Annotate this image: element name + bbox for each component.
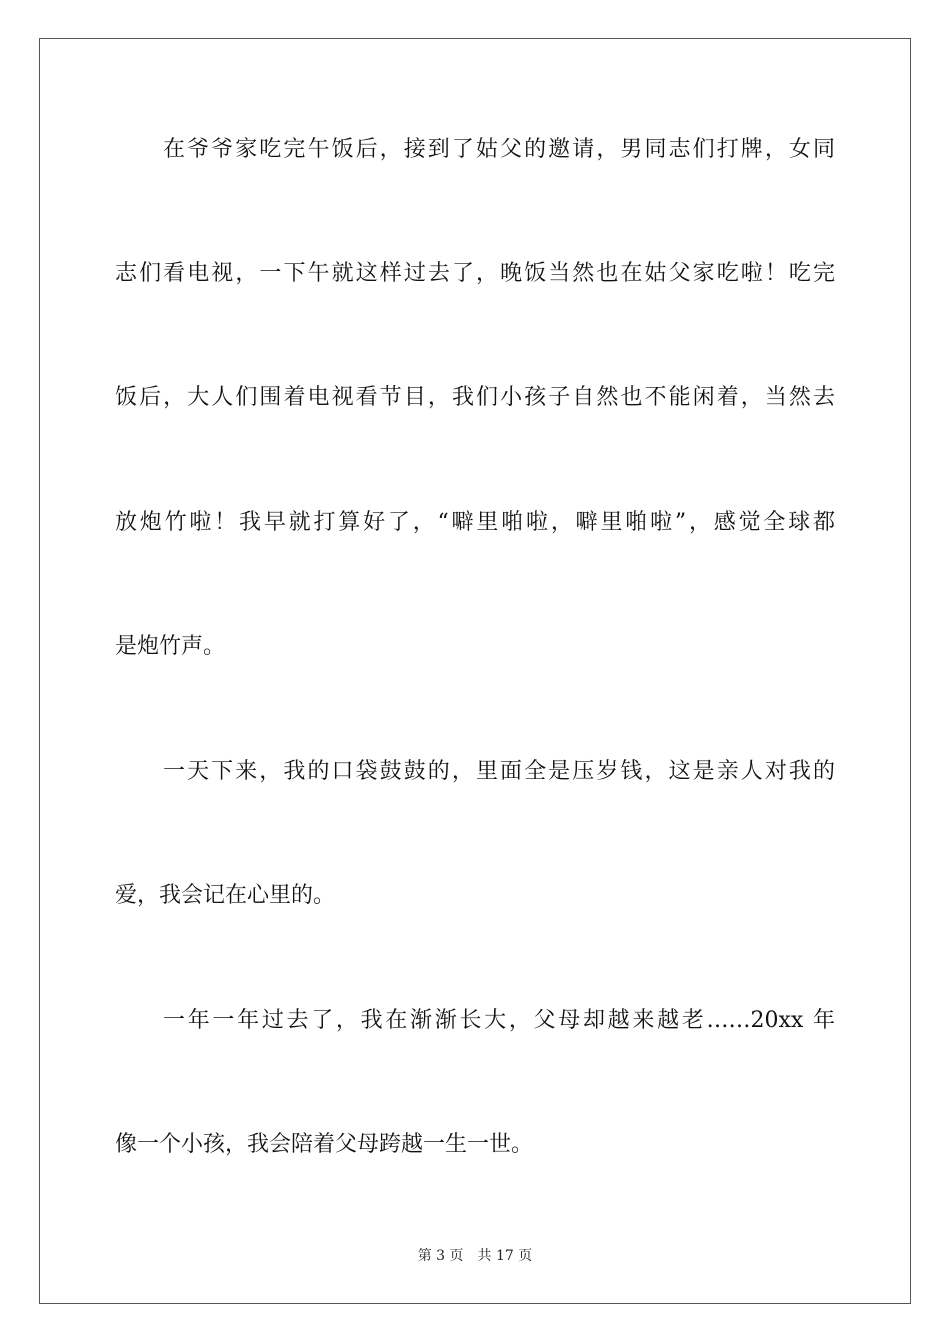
text-line: 放炮竹啦！我早就打算好了，“噼里啪啦，噼里啪啦”，感觉全球都 <box>115 510 835 535</box>
text-line: 像一个小孩，我会陪着父母跨越一生一世。 <box>115 1132 534 1157</box>
text-line: 在爷爷家吃完午饭后，接到了姑父的邀请，男同志们打牌，女同 <box>163 137 835 162</box>
page-total: 共 17 页 <box>477 1248 533 1264</box>
page-number: 第 3 页 <box>417 1248 464 1264</box>
text-line: 志们看电视，一下午就这样过去了，晚饭当然也在姑父家吃啦！吃完 <box>115 261 835 286</box>
text-line: 一天下来，我的口袋鼓鼓的，里面全是压岁钱，这是亲人对我的 <box>163 759 835 784</box>
text-line: 爱，我会记在心里的。 <box>115 883 336 908</box>
page-border <box>39 38 911 1304</box>
text-line: 一年一年过去了，我在渐渐长大，父母却越来越老……20xx 年 <box>163 1008 835 1033</box>
text-line: 是炮竹声。 <box>115 634 226 659</box>
text-line: 饭后，大人们围着电视看节目，我们小孩子自然也不能闲着，当然去 <box>115 385 835 410</box>
page-footer <box>0 1247 950 1265</box>
